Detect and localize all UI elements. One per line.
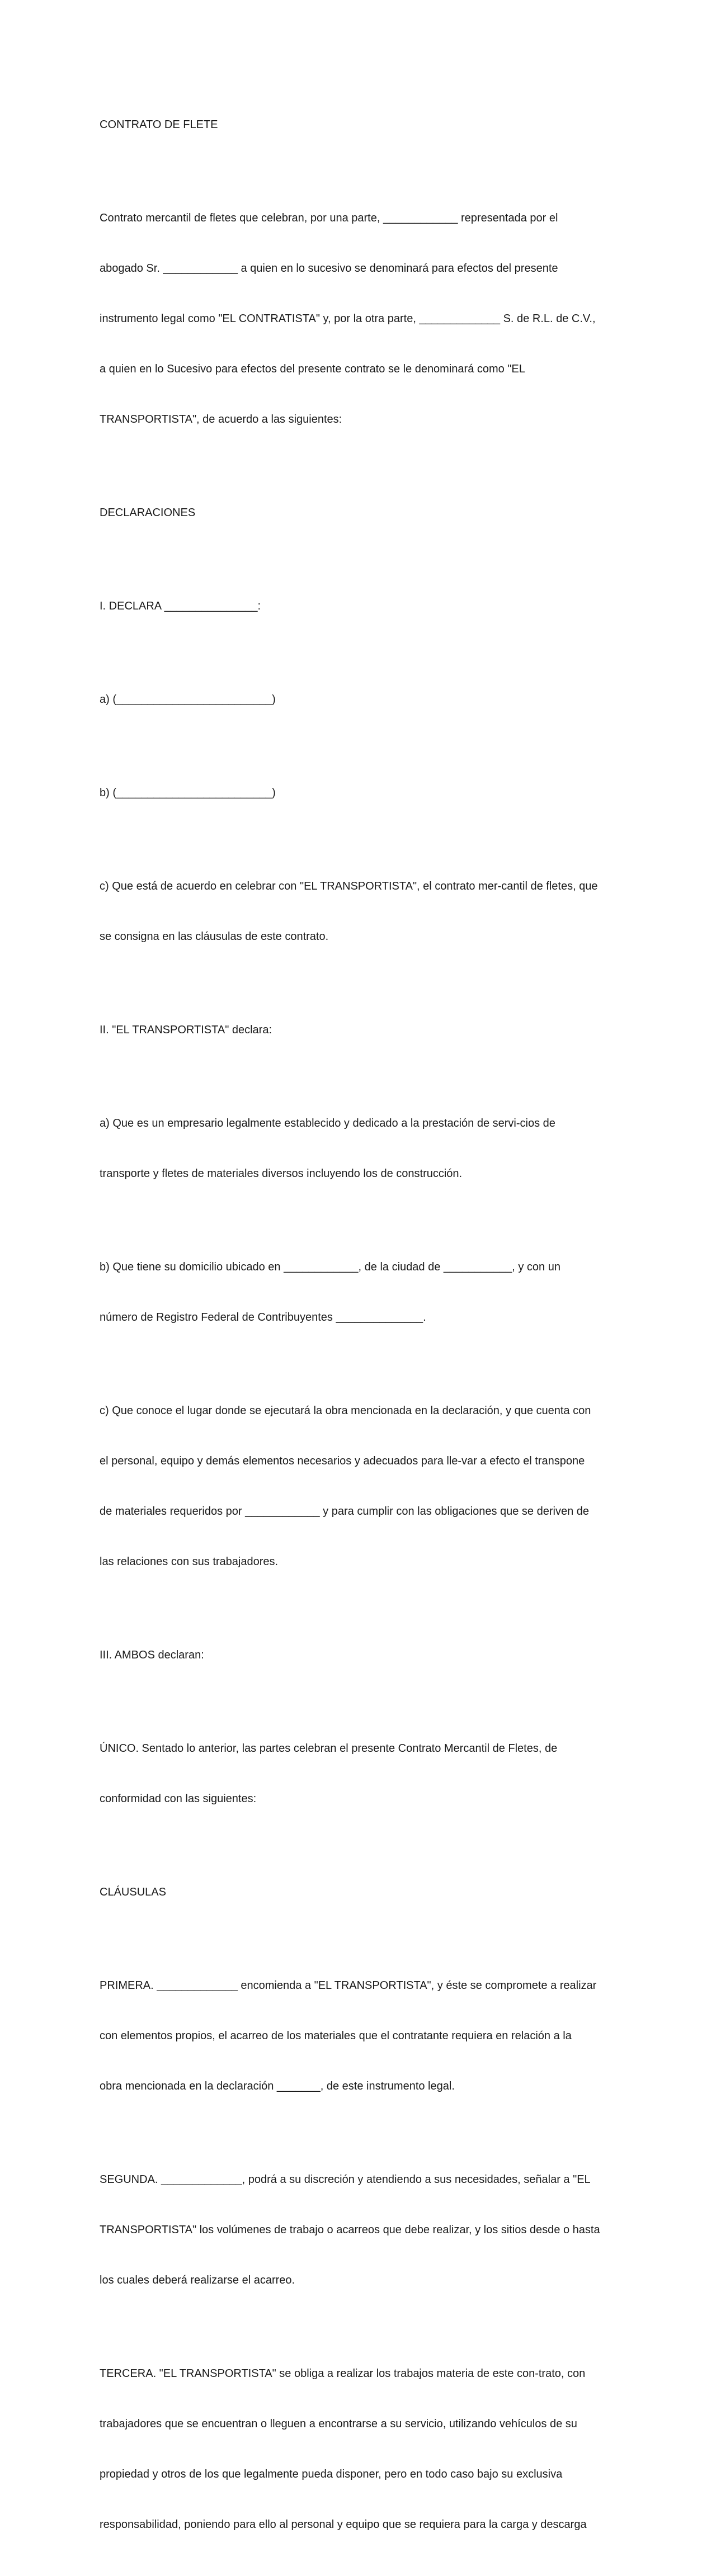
declara-ii-a-line: transporte y fletes de materiales diversos incluyendo los de construcción. — [100, 1168, 463, 1180]
clausula-segunda — [100, 2138, 625, 2322]
heading-line: CLÁUSULAS — [100, 1886, 166, 1898]
document-title — [100, 83, 625, 167]
intro-line: abogado Sr. ____________ a quien en lo sucesivo se denominará para efectos del presente — [100, 262, 558, 275]
segunda-line: los cuales deberá realizarse el acarreo. — [100, 2274, 295, 2286]
tercera-line: TERCERA. "EL TRANSPORTISTA" se obliga a realizar los trabajos materia de este con-trato, con — [100, 2367, 586, 2380]
unico-line: conformidad con las siguientes: — [100, 1793, 257, 1805]
clausula-tercera — [100, 2332, 625, 2566]
declara-ii-line: II. "EL TRANSPORTISTA" declara: — [100, 1024, 272, 1036]
declara-ii-c-line: c) Que conoce el lugar donde se ejecutará la obra mencionada en la declaración, y que cuenta con — [100, 1405, 591, 1417]
declara-ii-b-line: número de Registro Federal de Contribuyentes ______________. — [100, 1311, 426, 1324]
clausulas-heading — [100, 1850, 625, 1934]
declara-i-b — [100, 751, 625, 835]
declara-ii — [100, 988, 625, 1072]
document-page — [100, 83, 625, 2576]
unico-line: ÚNICO. Sentado lo anterior, las partes celebran el presente Contrato Mercantil de Fletes, de — [100, 1742, 558, 1755]
declara-ii-c-line: de materiales requeridos por ____________ y para cumplir con las obligaciones que se deriven de — [100, 1505, 589, 1518]
intro-line: a quien en lo Sucesivo para efectos del presente contrato se le denominará como "EL — [100, 363, 525, 375]
tercera-line: propiedad y otros de los que legalmente pueda disponer, pero en todo caso bajo su exclusiva — [100, 2468, 563, 2480]
declara-i-b-line: b) (_________________________) — [100, 787, 276, 799]
declara-iii — [100, 1613, 625, 1697]
intro-line: Contrato mercantil de fletes que celebran, por una parte, ____________ representada por el — [100, 212, 558, 224]
tercera-line: responsabilidad, poniendo para ello al personal y equipo que se requiera para la carga y descarga — [100, 2518, 587, 2531]
declara-ii-a-line: a) Que es un empresario legalmente establecido y dedicado a la prestación de servi-cios de — [100, 1117, 555, 1129]
declara-i-line: I. DECLARA _______________: — [100, 600, 261, 612]
intro-paragraph — [100, 176, 625, 461]
primera-line: obra mencionada en la declaración _______, de este instrumento legal. — [100, 2080, 455, 2092]
declara-ii-c — [100, 1369, 625, 1604]
declara-i-c — [100, 844, 625, 979]
primera-line: con elementos propios, el acarreo de los materiales que el contratante requiera en relación a la — [100, 2030, 572, 2042]
declara-i-a-line: a) (_________________________) — [100, 693, 276, 706]
declara-i-a — [100, 658, 625, 741]
declara-i-c-line: se consigna en las cláusulas de este contrato. — [100, 930, 329, 943]
intro-line: TRANSPORTISTA", de acuerdo a las siguientes: — [100, 413, 342, 426]
segunda-line: TRANSPORTISTA" los volúmenes de trabajo o acarreos que debe realizar, y los sitios desde o hasta — [100, 2224, 600, 2236]
declara-ii-c-line: las relaciones con sus trabajadores. — [100, 1556, 279, 1568]
primera-line: PRIMERA. _____________ encomienda a "EL TRANSPORTISTA", y éste se compromete a realizar — [100, 1979, 597, 1992]
heading-line: DECLARACIONES — [100, 507, 196, 519]
tercera-line: trabajadores que se encuentran o lleguen a encontrarse a su servicio, utilizando vehículos de su — [100, 2418, 577, 2430]
declara-ii-b — [100, 1225, 625, 1359]
declara-ii-c-line: el personal, equipo y demás elementos necesarios y adecuados para lle-var a efecto el transpone — [100, 1455, 585, 1467]
declara-i-c-line: c) Que está de acuerdo en celebrar con "EL TRANSPORTISTA", el contrato mer-cantil de fletes, que — [100, 880, 598, 892]
segunda-line: SEGUNDA. _____________, podrá a su discreción y atendiendo a sus necesidades, señalar a "EL — [100, 2173, 591, 2186]
declara-ii-a — [100, 1081, 625, 1216]
declara-i — [100, 564, 625, 648]
declara-ii-b-line: b) Que tiene su domicilio ubicado en ____________, de la ciudad de ___________, y con un — [100, 1261, 560, 1273]
clausula-primera — [100, 1944, 625, 2128]
unico-paragraph — [100, 1707, 625, 1841]
intro-line: instrumento legal como "EL CONTRATISTA" y, por la otra parte, _____________ S. de R.L. de C.V., — [100, 313, 596, 325]
declaraciones-heading — [100, 471, 625, 555]
declara-iii-line: III. AMBOS declaran: — [100, 1649, 204, 1661]
title-line: CONTRATO DE FLETE — [100, 119, 218, 131]
